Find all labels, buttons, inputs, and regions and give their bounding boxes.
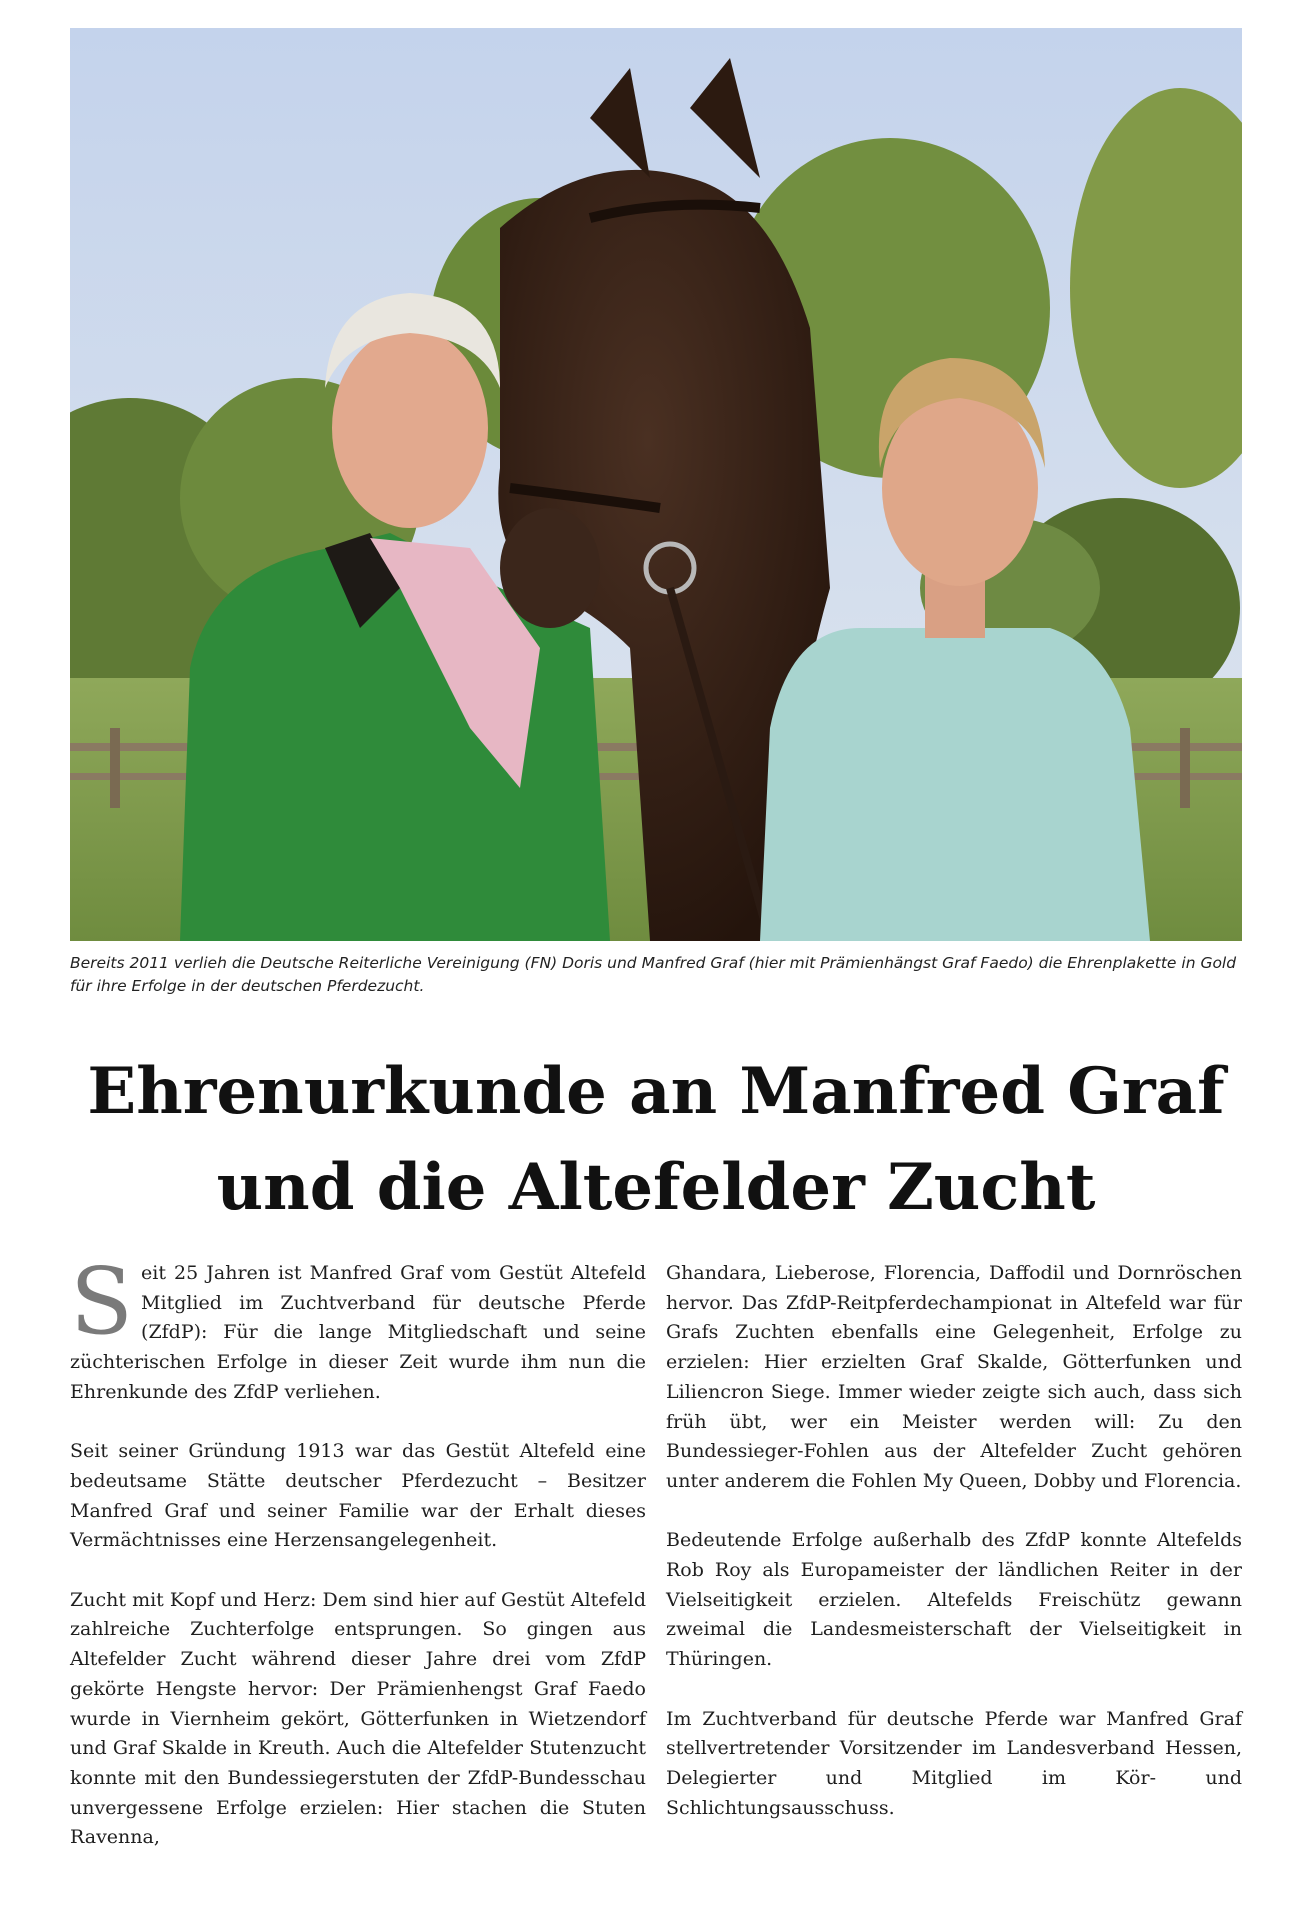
- photo-illustration: [70, 28, 1242, 941]
- paragraph-external-success: Bedeutende Erfolge außerhalb des ZfdP konnte Altefelds Rob Roy als Europameister der ländlichen Reiter in der Vielseitigkeit erzielen. Altefelds Freischütz gewann zweimal die Landesmeisterschaft der Vielseitigkeit in Thüringen.: [666, 1529, 1242, 1671]
- paragraph-intro: [70, 1248, 646, 1408]
- headline-line-1: Ehrenurkunde an Manfred Graf: [87, 1054, 1225, 1129]
- paragraph-association: Im Zuchtverband für deutsche Pferde war Manfred Graf stellvertretender Vorsitzender im Landesverband Hessen, Delegierter und Mitglied im Kör- und Schlichtungsausschuss.: [666, 1707, 1242, 1819]
- article-photo: [70, 28, 1242, 941]
- article-headline: [70, 1044, 1242, 1236]
- headline-line-2: und die Altefelder Zucht: [216, 1150, 1096, 1225]
- paragraph-intro-text: eit 25 Jahren ist Manfred Graf vom Gestüt Altefeld Mitglied im Zuchtverband für deutsche Pferde (ZfdP): Für die lange Mitgliedschaft und seine züchterischen Erfolge in dieser Zeit wurde ihm nun die Ehrenkunde des ZfdP verliehen.: [70, 1262, 646, 1403]
- paragraph-history: Seit seiner Gründung 1913 war das Gestüt Altefeld eine bedeutsame Stätte deutscher Pferdezucht – Besitzer Manfred Graf und seiner Familie war der Erhalt dieses Vermächtnisses eine Herzensangelegenheit.: [70, 1440, 646, 1552]
- paragraph-champions: Ghandara, Lieberose, Florencia, Daffodil und Dornröschen hervor. Das ZfdP-Reitpferdechampionat in Altefeld war für Grafs Zuchten ebenfalls eine Gelegenheit, Erfolge zu erzielen: Hier erzielten Graf Skalde, Götterfunken und Liliencron Siege. Immer wieder zeigte sich auch, dass sich früh übt, wer ein Meister werden will: Zu den Bundessieger-Fohlen aus der Altefelder Zucht gehören unter anderem die Fohlen My Queen, Dobby und Florencia.: [666, 1262, 1242, 1492]
- article-column-left: [70, 1248, 646, 1883]
- photo-caption: Bereits 2011 verlieh die Deutsche Reiterliche Vereinigung (FN) Doris und Manfred Graf (hier mit Prämienhängst Graf Faedo) die Ehrenplakette in Gold für ihre Erfolge in der deutschen Pferdezucht.: [70, 954, 1237, 995]
- paragraph-breeding: Zucht mit Kopf und Herz: Dem sind hier auf Gestüt Altefeld zahlreiche Zuchterfolge entsprungen. So gingen aus Altefelder Zucht während dieser Jahre drei vom ZfdP gekörte Hengste hervor: Der Prämienhengst Graf Faedo wurde in Viernheim gekört, Götterfunken in Wietzendorf und Graf Skalde in Kreuth. Auch die Altefelder Stutenzucht konnte mit den Bundessiegerstuten der ZfdP-Bundesschau unvergessene Erfolge erzielen: Hier stachen die Stuten Ravenna,: [70, 1588, 646, 1849]
- article-column-right: [666, 1259, 1242, 1853]
- drop-cap: S: [70, 1248, 134, 1355]
